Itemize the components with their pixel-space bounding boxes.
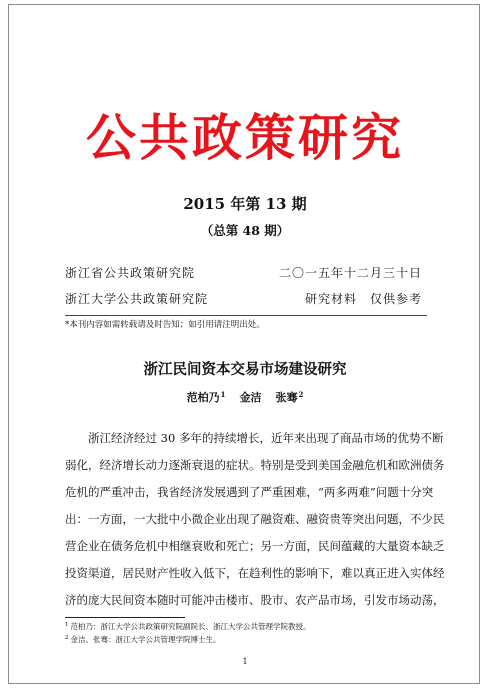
classification-label: 研究材料 仅供参考 [304,292,422,306]
footnote-mark: 2 [65,635,69,641]
article-title: 浙江民间资本交易市场建设研究 [143,362,347,378]
body-line: 投资渠道，居民财产性收入低下，在趋利性的影响下，难以真正进入实体经 [65,566,445,580]
body-line: 危机的严重冲击，我省经济发展遇到了严重困难，“两多两难”问题十分突 [65,485,434,499]
total-issue-number: （总第 48 期） [200,223,290,238]
footnote-ref: 2 [298,390,304,399]
body-line: 弱化，经济增长动力逐渐衰退的症状。特别是受到美国金融危机和欧洲债务 [65,458,445,472]
article-authors [9,391,481,403]
footnote-text: 范柏乃：浙江大学公共政策研究院副院长、浙江大学公共管理学院教授。 [70,622,311,631]
reprint-notice: *本刊内容如需转载请及时告知；如引用请注明出处。 [65,320,265,330]
author-name: 金洁 [239,391,262,404]
footnote-ref: 1 [220,390,226,399]
page-number: 1 [242,657,248,666]
header-divider [65,315,427,316]
author-name: 张骞 [275,391,298,404]
publication-date: 二〇一五年十二月三十日 [278,266,422,280]
footnote [65,636,221,644]
body-line: 营企业在债务危机中相继衰败和死亡；另一方面，民间蕴藏的大量资本缺乏 [65,539,445,553]
masthead-title: 公共政策研究 [86,108,404,167]
footnote [65,623,311,631]
body-line: 浙江经济经过 30 多年的持续增长，近年来出现了商品市场的优势不断 [88,431,444,445]
publisher-2: 浙江大学公共政策研究院 [65,292,209,306]
body-line: 济的庞大民间资本随时可能冲击楼市、股市、农产品市场，引发市场动荡， [65,593,445,607]
issue-number: 2015 年第 13 期 [183,195,307,213]
document-page [8,4,480,684]
footnote-divider [65,617,185,618]
body-line: 出：一方面，一大批中小微企业出现了融资难、融资贵等突出问题，不少民 [65,512,445,526]
footnote-text: 金洁、张骞：浙江大学公共管理学院博士生。 [70,635,221,644]
publisher-1: 浙江省公共政策研究院 [65,266,196,280]
footnote-mark: 1 [65,622,69,628]
author-name: 范柏乃 [186,391,220,404]
